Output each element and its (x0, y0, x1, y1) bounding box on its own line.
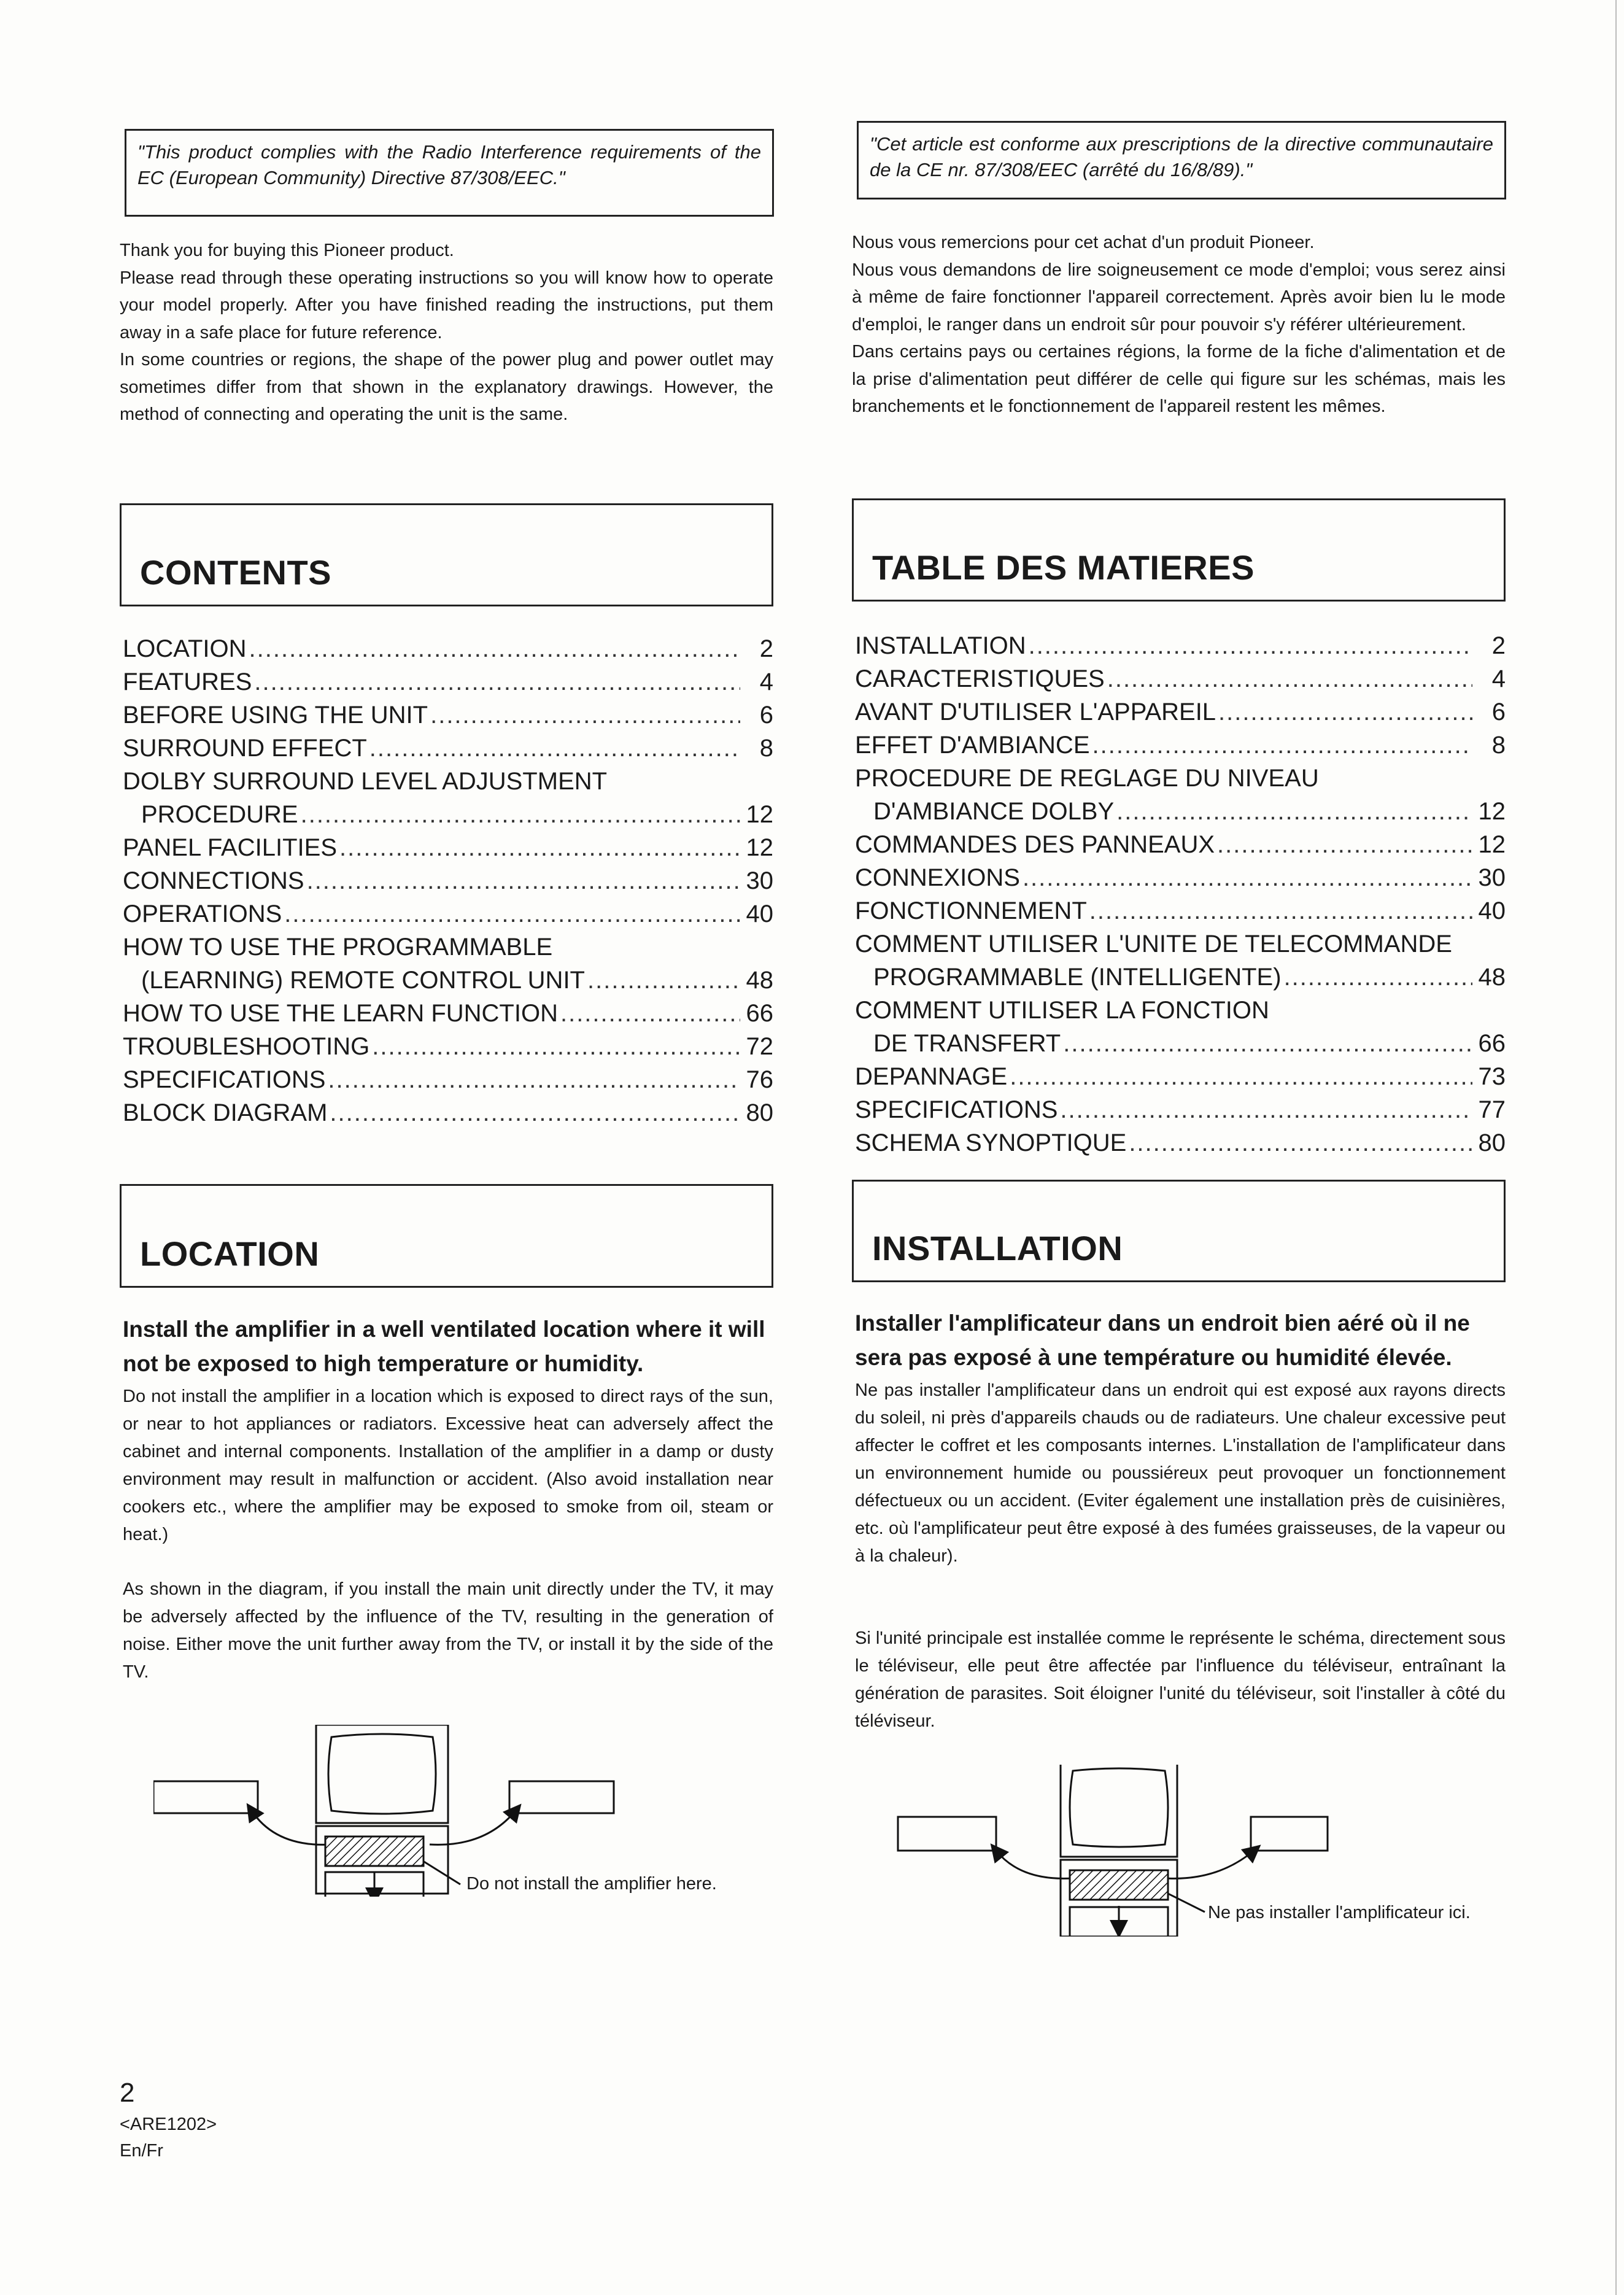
toc-entry (123, 699, 773, 732)
toc-entry (123, 1096, 773, 1129)
toc-entry-page: 48 (746, 967, 773, 994)
toc-entry (855, 828, 1506, 861)
document-code: <ARE1202> (120, 2115, 217, 2134)
page-number: 2 (120, 2078, 135, 2108)
toc-entry (855, 629, 1506, 662)
toc-entry (123, 1030, 773, 1063)
intro-paragraph: Nous vous demandons de lire soigneusement ce mode d'emploi; vous serez ainsi à même de faire fonctionner l'appareil correctement. Après avoir bien lu le mode d'emploi, le ranger dans un endroit sûr pour pouvoir s'y référer ultérieurement. (852, 260, 1506, 335)
toc-entry (855, 762, 1506, 795)
toc-entry (123, 864, 773, 897)
toc-entry-title: BLOCK DIAGRAM (123, 1099, 328, 1126)
toc-entry-page: 12 (1478, 798, 1506, 825)
toc-entry (123, 964, 773, 997)
toc-entry (855, 994, 1506, 1027)
toc-entry (123, 732, 773, 765)
installation-lead: Installer l'amplificateur dans un endroit bien aéré où il ne sera pas exposé à une température ou humidité élevée. (855, 1310, 1470, 1370)
toc-entry-title: SCHEMA SYNOPTIQUE (855, 1129, 1127, 1156)
intro-paragraph: Please read through these operating instructions so you will know how to operate your model properly. After you have finished reading the instructions, put them away in a safe place for future reference. (120, 268, 773, 343)
toc-entry-title: AVANT D'UTILISER L'APPAREIL (855, 699, 1216, 726)
toc-entry-title: SPECIFICATIONS (123, 1066, 326, 1093)
toc-entry-page: 80 (1478, 1129, 1506, 1156)
toc-leader-dots (247, 632, 740, 665)
toc-entry (855, 1093, 1506, 1126)
toc-entry-page: 77 (1478, 1096, 1506, 1123)
toc-leader-dots (1114, 795, 1472, 828)
toc-entry-title: PANEL FACILITIES (123, 834, 338, 861)
toc-entry-title: BEFORE USING THE UNIT (123, 702, 428, 729)
diagram-caption: Ne pas installer l'amplificateur ici. (1208, 1903, 1471, 1922)
toc-leader-dots (1058, 1093, 1472, 1126)
diagram-caption: Do not install the amplifier here. (466, 1874, 717, 1894)
page-footer (120, 2075, 217, 2164)
toc-entry-page: 2 (1491, 632, 1506, 659)
installation-body-1: Ne pas installer l'amplificateur dans un endroit qui est exposé aux rayons directs du soleil, ni près d'appareils chauds ou de radiateurs. Une chaleur excessive peut affecter le coffret et les composants internes. L'installation de l'amplificateur dans un environnement humide ou poussiéreux peut provoquer un fonctionnement défectueux ou un accident. (Eviter également une installation près de cuisinières, etc. où l'amplificateur peut être exposé à des fumées graisseuses, de la vapeur ou à la chaleur). (855, 1380, 1506, 1566)
toc-leader-dots (1215, 828, 1472, 861)
toc-entry-title: SURROUND EFFECT (123, 735, 367, 762)
toc-entry-page: 12 (746, 801, 773, 828)
toc-leader-dots (367, 732, 740, 765)
toc-entry-title: TROUBLESHOOTING (123, 1033, 370, 1060)
toc-leader-dots (558, 997, 740, 1030)
toc-leader-dots (1126, 1126, 1472, 1159)
toc-entry-title: PROGRAMMABLE (INTELLIGENTE) (873, 964, 1282, 991)
toc-entry-title: CONNECTIONS (123, 867, 304, 894)
ec-compliance-notice: "Cet article est conforme aux prescriptions de la directive communautaire de la CE nr. 87/308/EEC (arrêté du 16/8/89)." (857, 121, 1506, 199)
toc-entry-page: 30 (746, 867, 773, 894)
toc-leader-dots (282, 897, 740, 931)
toc-entry-page: 72 (746, 1033, 773, 1060)
toc-entry-title: DOLBY SURROUND LEVEL ADJUSTMENT (123, 768, 608, 795)
toc-entry (123, 897, 773, 931)
toc-leader-dots (1282, 961, 1472, 994)
toc-leader-dots (298, 798, 740, 831)
french-column (852, 0, 1518, 2295)
toc-leader-dots (585, 964, 740, 997)
table-of-contents (855, 629, 1506, 1159)
page-edge-rule (1615, 0, 1617, 2295)
toc-entry-title: COMMANDES DES PANNEAUX (855, 831, 1215, 858)
toc-entry (855, 1027, 1506, 1060)
intro-paragraph: Nous vous remercions pour cet achat d'un produit Pioneer. (852, 233, 1315, 252)
toc-leader-dots (1007, 1060, 1472, 1093)
toc-entry-page: 4 (759, 668, 773, 695)
installation-heading: INSTALLATION (872, 1229, 1123, 1267)
toc-leader-dots (1090, 729, 1473, 762)
toc-entry-page: 12 (1478, 831, 1506, 858)
toc-entry-page: 40 (1478, 897, 1506, 924)
toc-entry (855, 729, 1506, 762)
toc-leader-dots (1216, 695, 1472, 729)
location-body-2: As shown in the diagram, if you install the main unit directly under the TV, it may be adversely affected by the influence of the TV, resulting in the generation of noise. Either move the unit further away from the TV, or install it by the side of the TV. (123, 1579, 773, 1682)
toc-entry (123, 798, 773, 831)
toc-entry-title: COMMENT UTILISER L'UNITE DE TELECOMMANDE (855, 931, 1452, 958)
contents-heading: CONTENTS (140, 553, 331, 592)
toc-entry-title: HOW TO USE THE LEARN FUNCTION (123, 1000, 558, 1027)
toc-entry-title: FONCTIONNEMENT (855, 897, 1087, 924)
toc-entry-page: 6 (1491, 699, 1506, 726)
toc-entry-title: COMMENT UTILISER LA FONCTION (855, 997, 1269, 1024)
installation-heading-box (852, 1180, 1506, 1282)
toc-entry (123, 997, 773, 1030)
toc-entry-page: 73 (1478, 1063, 1506, 1090)
toc-entry-title: CARACTERISTIQUES (855, 665, 1105, 692)
toc-entry-page: 8 (759, 735, 773, 762)
intro-text (120, 237, 773, 428)
toc-leader-dots (325, 1063, 740, 1096)
contents-heading-box (120, 503, 773, 606)
toc-entry (855, 894, 1506, 927)
location-heading: LOCATION (140, 1234, 320, 1273)
toc-leader-dots (1105, 662, 1472, 695)
toc-entry-title: INSTALLATION (855, 632, 1026, 659)
toc-entry-page: 48 (1478, 964, 1506, 991)
toc-entry-page: 40 (746, 900, 773, 927)
toc-leader-dots (369, 1030, 740, 1063)
toc-entry-page: 4 (1491, 665, 1506, 692)
toc-entry (855, 795, 1506, 828)
toc-entry-title: SPECIFICATIONS (855, 1096, 1058, 1123)
toc-entry-title: DE TRANSFERT (873, 1030, 1061, 1057)
intro-paragraph: In some countries or regions, the shape of the power plug and power outlet may sometimes differ from that shown in the explanatory drawings. However, the method of connecting and operating the unit is the same. (120, 350, 773, 424)
toc-entry-title: HOW TO USE THE PROGRAMMABLE (123, 934, 553, 961)
toc-entry-page: 66 (746, 1000, 773, 1027)
location-lead: Install the amplifier in a well ventilated location where it will not be exposed to high temperature or humidity. (123, 1317, 765, 1376)
toc-entry (855, 662, 1506, 695)
toc-entry (123, 665, 773, 699)
toc-entry (855, 1126, 1506, 1159)
toc-entry (123, 831, 773, 864)
table-of-contents (123, 632, 773, 1129)
intro-text (852, 229, 1506, 420)
contents-heading: TABLE DES MATIERES (872, 548, 1255, 587)
toc-entry (855, 695, 1506, 729)
toc-entry-title: LOCATION (123, 635, 247, 662)
toc-entry (855, 961, 1506, 994)
toc-entry (855, 861, 1506, 894)
toc-entry-title: FEATURES (123, 668, 252, 695)
toc-entry-page: 8 (1491, 732, 1506, 759)
location-body-1: Do not install the amplifier in a location which is exposed to direct rays of the sun, or near to hot appliances or radiators. Excessive heat can adversely affect the cabinet and internal components. Installation of the amplifier in a damp or dusty environment may result in malfunction or accident. (Also avoid installation near cookers etc., where the amplifier may be exposed to smoke from oil, steam or heat.) (123, 1387, 773, 1544)
toc-leader-dots (327, 1096, 740, 1129)
intro-paragraph: Thank you for buying this Pioneer product. (120, 241, 454, 260)
toc-leader-dots (337, 831, 740, 864)
tv-amplifier-diagram-icon (153, 1725, 767, 1897)
toc-entry-title: PROCEDURE DE REGLAGE DU NIVEAU (855, 765, 1319, 792)
installation-diagram (153, 1725, 767, 1897)
english-column (120, 0, 786, 2295)
toc-entry-title: OPERATIONS (123, 900, 282, 927)
ec-compliance-notice: "This product complies with the Radio Interference requirements of the EC (European Community) Directive 87/308/EEC." (125, 129, 774, 217)
toc-leader-dots (1020, 861, 1472, 894)
toc-entry-page: 76 (746, 1066, 773, 1093)
toc-entry-page: 2 (759, 635, 773, 662)
toc-entry-title: D'AMBIANCE DOLBY (873, 798, 1115, 825)
toc-entry (855, 927, 1506, 961)
toc-leader-dots (252, 665, 740, 699)
toc-entry (123, 765, 773, 798)
toc-entry (123, 931, 773, 964)
installation-body-2: Si l'unité principale est installée comme le représente le schéma, directement sous le téléviseur, elle peut être affectée par l'influence du téléviseur, entraînant la génération de parasites. Soit éloigner l'unité du téléviseur, soit l'installer à côté du téléviseur. (855, 1628, 1506, 1731)
toc-entry-title: CONNEXIONS (855, 864, 1020, 891)
language-code: En/Fr (120, 2141, 163, 2161)
toc-entry-page: 30 (1478, 864, 1506, 891)
toc-entry-title: (LEARNING) REMOTE CONTROL UNIT (141, 967, 585, 994)
toc-leader-dots (1026, 629, 1472, 662)
toc-entry (123, 632, 773, 665)
installation-diagram (886, 1765, 1499, 1937)
location-heading-box (120, 1184, 773, 1288)
contents-heading-box (852, 498, 1506, 602)
toc-entry-page: 12 (746, 834, 773, 861)
toc-entry-title: EFFET D'AMBIANCE (855, 732, 1090, 759)
toc-leader-dots (1061, 1027, 1472, 1060)
toc-entry-title: PROCEDURE (141, 801, 298, 828)
intro-paragraph: Dans certains pays ou certaines régions, la forme de la fiche d'alimentation et de la prise d'alimentation peut différer de celle qui figure sur les schémas, mais les branchements et le fonctionnement de l'appareil restent les mêmes. (852, 342, 1506, 416)
toc-leader-dots (304, 864, 740, 897)
toc-entry-title: DEPANNAGE (855, 1063, 1008, 1090)
toc-entry (123, 1063, 773, 1096)
toc-entry-page: 80 (746, 1099, 773, 1126)
toc-entry-page: 66 (1478, 1030, 1506, 1057)
toc-entry-page: 6 (759, 702, 773, 729)
toc-leader-dots (428, 699, 740, 732)
toc-leader-dots (1087, 894, 1472, 927)
toc-entry (855, 1060, 1506, 1093)
